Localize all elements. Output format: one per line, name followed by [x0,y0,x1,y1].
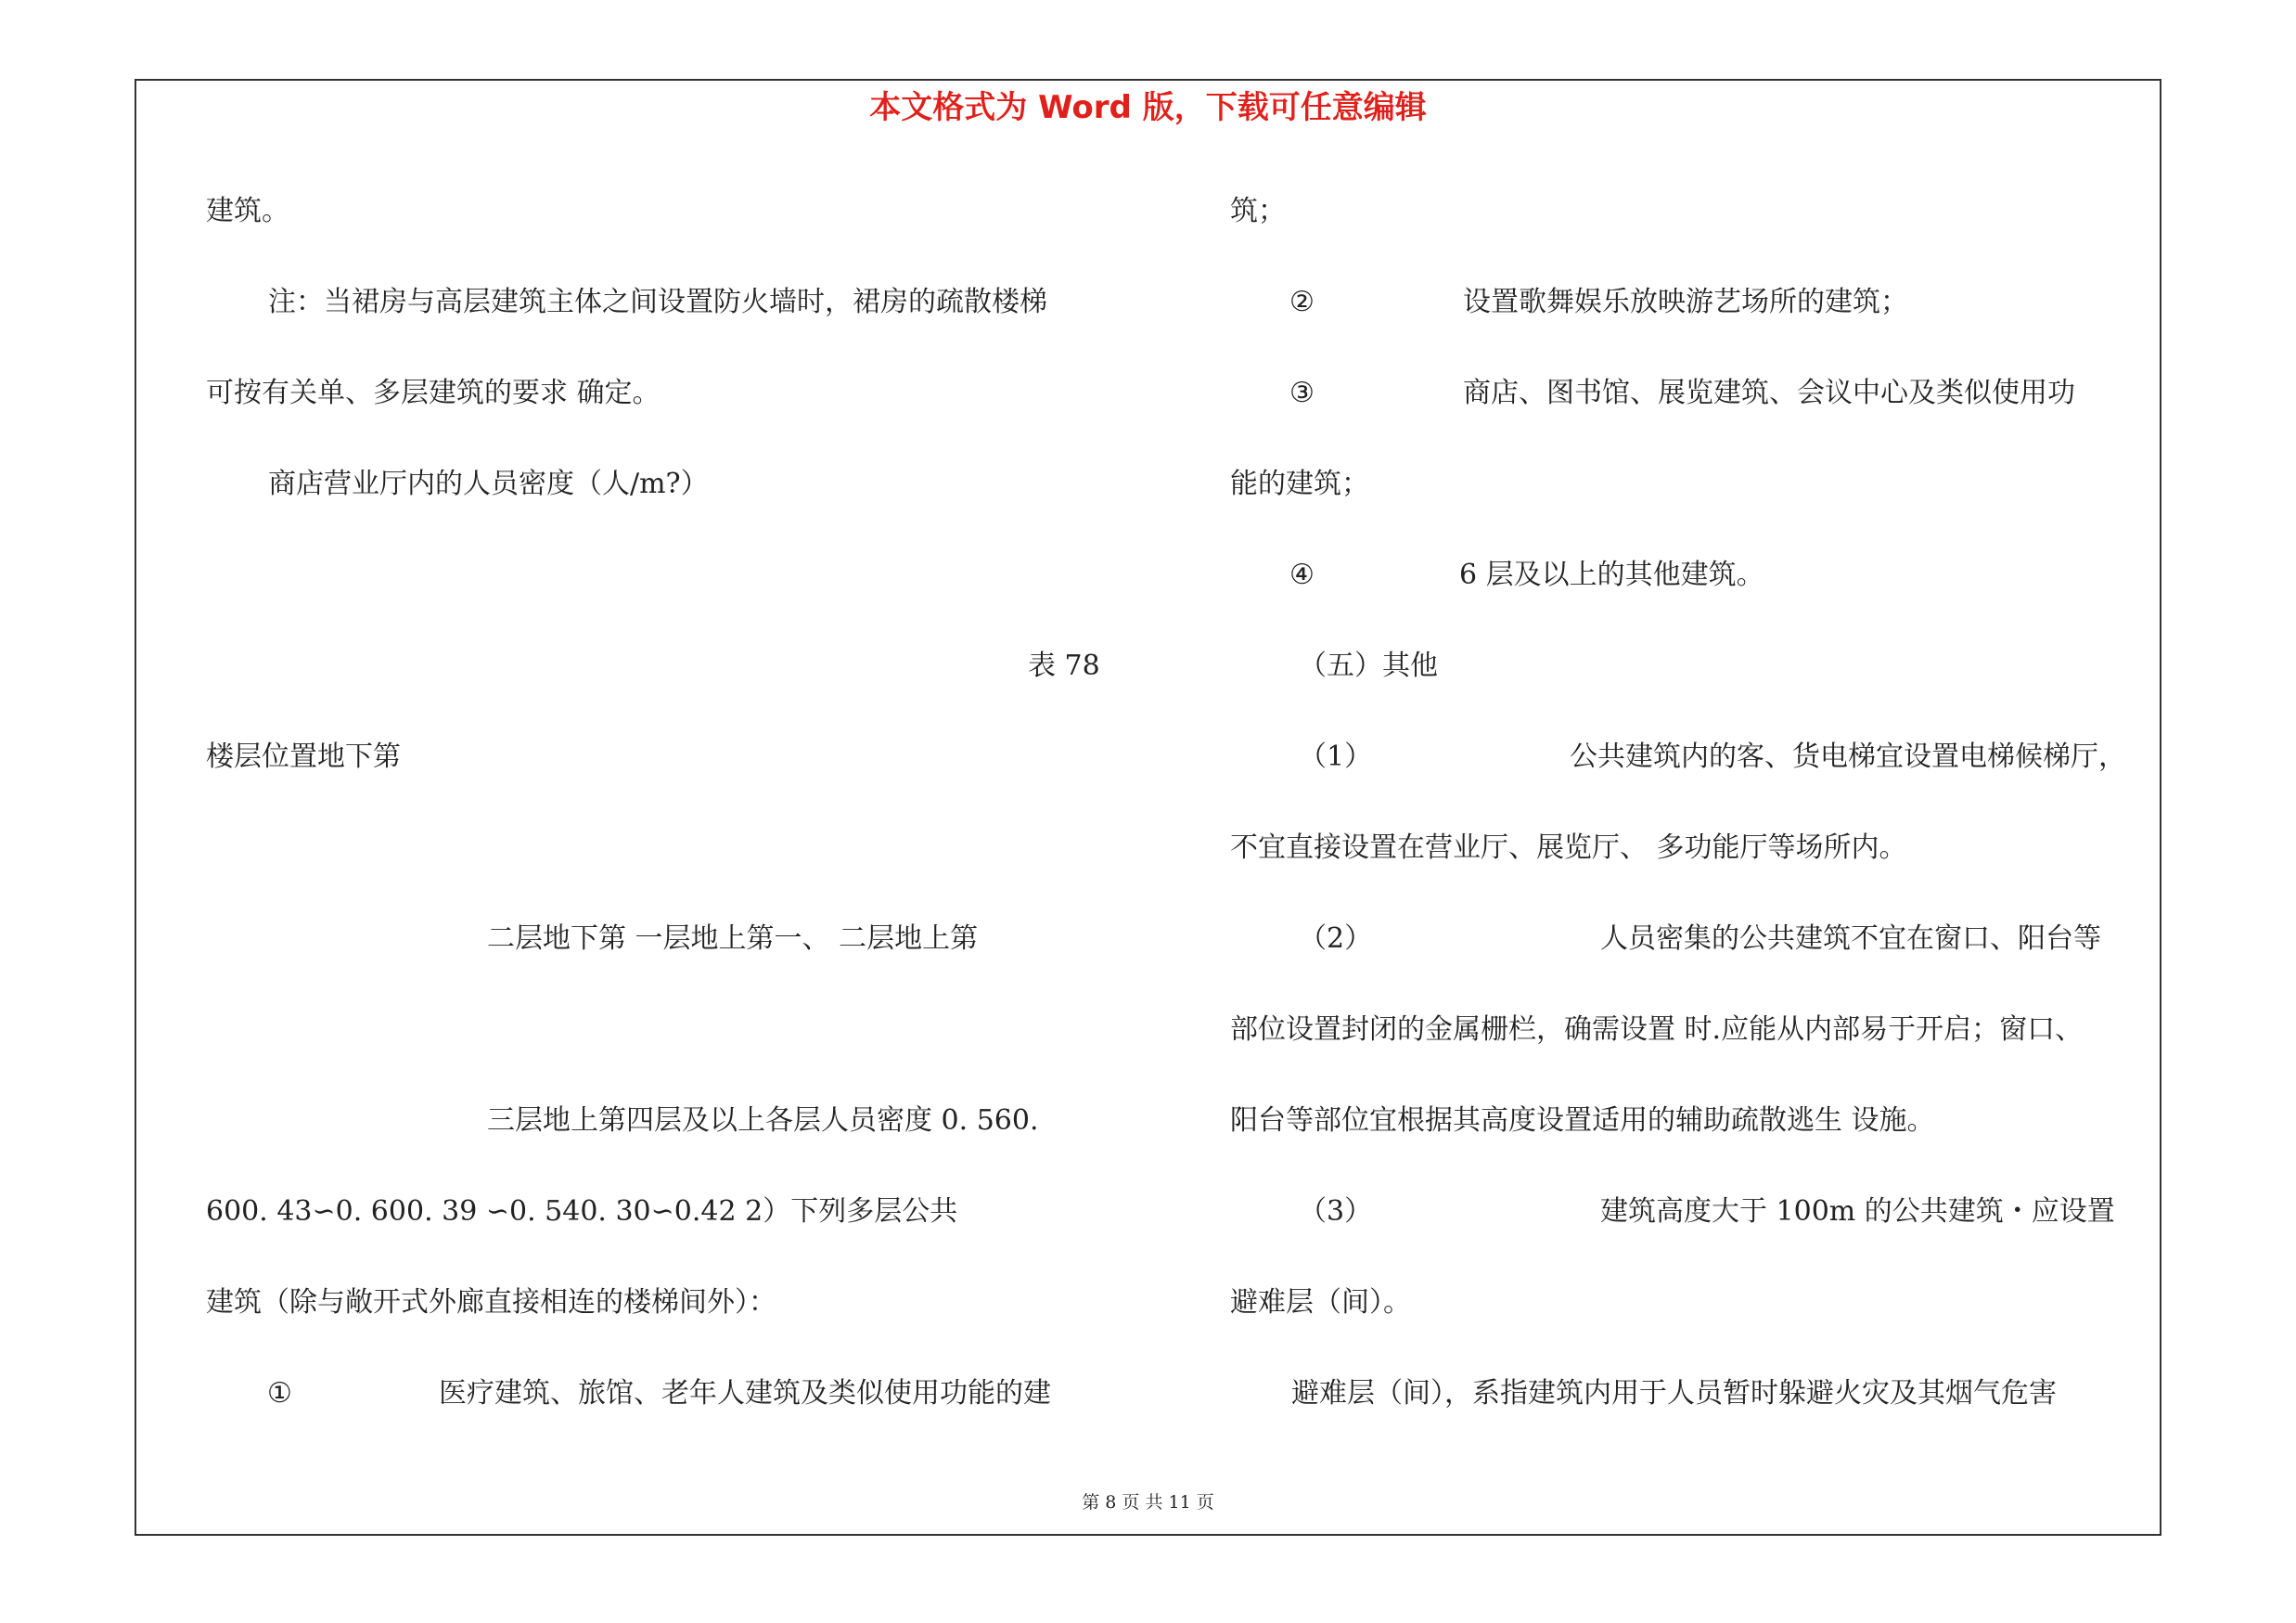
left-line-8: 三层地上第四层及以上各层人员密度 0. 560. [487,1104,1039,1137]
left-item-1-number: ① [267,1377,292,1410]
table-caption: 表 78 [1028,650,1100,682]
right-item-2-paren-text: 人员密集的公共建筑不宜在窗口、阳台等 [1600,922,2101,955]
left-line-3: 可按有关单、多层建筑的要求 确定。 [206,377,661,409]
right-line-10: 部位设置封闭的金属栅栏，确需设置 时.应能从内部易于开启；窗口、 [1230,1013,2084,1046]
right-item-2-number: ② [1289,286,1315,318]
right-item-3-number: ③ [1289,377,1315,409]
right-line-1: 筑； [1230,195,1286,227]
left-line-6: 楼层位置地下第 [206,741,401,773]
right-line-13: 避难层（间）。 [1230,1286,1411,1319]
right-item-2-text: 设置歌舞娱乐放映游艺场所的建筑； [1463,286,1908,318]
left-line-2: 注：当裙房与高层建筑主体之间设置防火墙时，裙房的疏散楼梯 [268,286,1047,318]
right-item-3-text: 商店、图书馆、展览建筑、会议中心及类似使用功 [1463,377,2075,409]
left-line-7: 二层地下第 一层地上第一、 二层地上第 [487,922,979,955]
right-line-4: 能的建筑； [1230,468,1369,500]
right-item-2-paren-number: （2） [1299,922,1373,955]
section-heading-other: （五）其他 [1299,650,1438,682]
right-item-1-paren-number: （1） [1299,741,1373,773]
right-item-3-paren-number: （3） [1299,1195,1373,1228]
total-page-count: 11 [1168,1492,1191,1513]
right-line-11: 阳台等部位宜根据其高度设置适用的辅助疏散逃生 设施。 [1230,1104,1935,1137]
left-line-10: 建筑（除与敞开式外廊直接相连的楼梯间外）： [206,1286,776,1319]
right-item-4-text: 6 层及以上的其他建筑。 [1459,559,1764,591]
footer-middle: 页 共 [1122,1492,1163,1513]
left-line-4: 商店营业厅内的人员密度（人/m?） [268,468,709,500]
right-item-3-paren-text: 建筑高度大于 100m 的公共建筑・应设置 [1600,1195,2115,1228]
right-line-8: 不宜直接设置在营业厅、展览厅、 多功能厅等场所内。 [1230,831,1907,864]
word-format-notice: 本文格式为 Word 版，下载可任意编辑 [869,89,1427,126]
left-line-1: 建筑。 [206,195,289,227]
left-item-1-text: 医疗建筑、旅馆、老年人建筑及类似使用功能的建 [439,1377,1051,1410]
page-number-footer [0,1490,2296,1514]
right-item-1-paren-text: 公共建筑内的客、货电梯宜设置电梯候梯厅， [1570,741,2126,773]
current-page-number: 8 [1105,1492,1117,1513]
right-item-4-number: ④ [1289,559,1315,591]
left-line-9: 600. 43∽0. 600. 39 ∽0. 540. 30∽0.42 2）下列多层公共 [206,1195,958,1228]
right-line-14: 避难层（间），系指建筑内用于人员暂时躲避火灾及其烟气危害 [1291,1377,2057,1410]
footer-suffix: 页 [1196,1492,1214,1513]
footer-prefix: 第 [1082,1492,1100,1513]
